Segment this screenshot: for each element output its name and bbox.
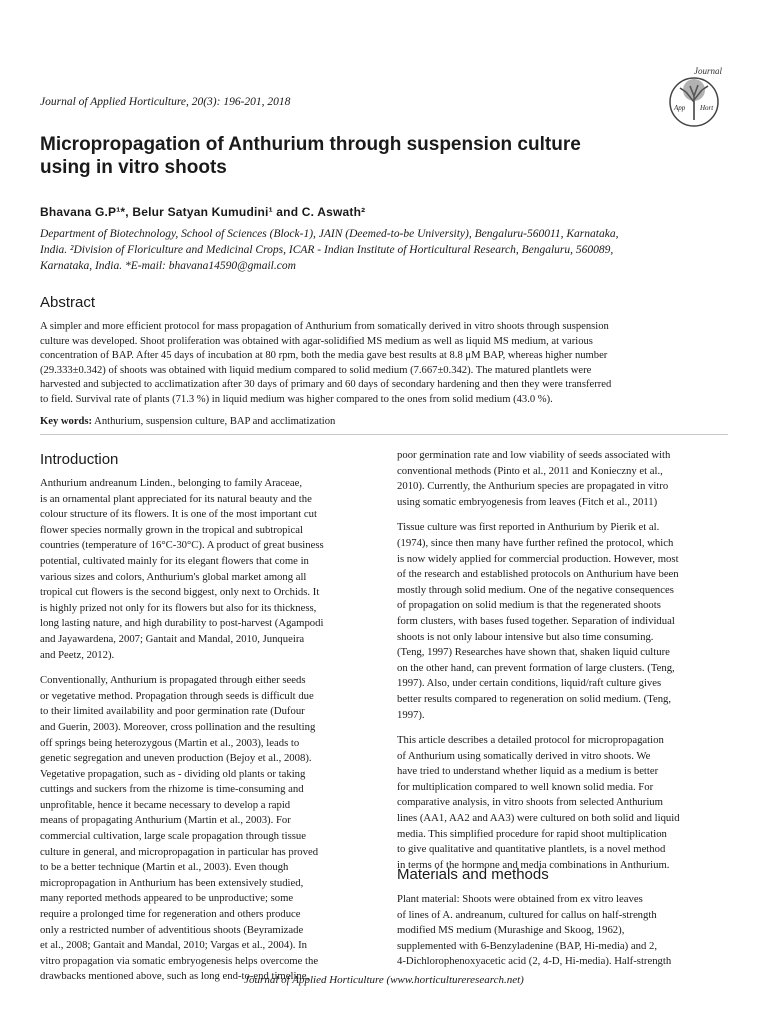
text-line: colour structure of its flowers. It is one of the most important cut (40, 508, 317, 521)
title-line: using in vitro shoots (40, 157, 227, 178)
text-line: conventional methods (Pinto et al., 2011 and Konieczny et al., (397, 464, 663, 477)
abstract-body (40, 320, 728, 408)
text-line: of lines of A. andreanum, cultured for callus on half-strength (397, 908, 657, 921)
text-line: only a restricted number of adventitious shoots (Beyramizade (40, 923, 304, 936)
text-line: or vegetative method. Propagation through seeds is difficult due (40, 689, 314, 702)
text-line: of propagation on solid medium is that the regenerated shoots (397, 599, 661, 612)
abstract-line: to field. Survival rate of plants (71.3 %) in liquid medium was higher compared to the ones from solid medium (43.0 %). (40, 393, 553, 405)
logo-text-app: App (674, 104, 686, 112)
authors: Bhavana G.P¹*, Belur Satyan Kumudini¹ and C. Aswath² (40, 205, 366, 219)
abstract-line: concentration of BAP. After 45 days of incubation at 80 rpm, both the media gave best results at 8.8 μM BAP, whereas higher number (40, 350, 608, 362)
text-line: 1997). Also, under certain conditions, liquid/raft culture gives (397, 677, 662, 690)
affiliation-line: India. ²Division of Floriculture and Medicinal Crops, ICAR - Indian Institute of Horticultural Research, Bengaluru, 560089, (40, 244, 614, 256)
affiliation (40, 226, 728, 274)
text-line: various sizes and colors, Anthurium's global market among all (40, 570, 307, 583)
abstract-line: (29.333±0.342) of shoots was obtained with liquid medium compared to solid medium (7.667±0.342). The matured plantlets were (40, 364, 592, 376)
text-line: Tissue culture was first reported in Anthurium by Pierik et al. (397, 521, 660, 534)
journal-logo (664, 62, 734, 130)
text-line: potential, cultivated mainly for its elegant flowers that come in (40, 554, 309, 567)
introduction-heading: Introduction (40, 451, 119, 468)
text-line: is highly prized not only for its flowers but also for its thickness, (40, 601, 317, 614)
methods-body (397, 892, 727, 970)
text-line: unprofitable, hence it became necessary to develop a rapid (40, 798, 291, 811)
text-line: long lasting nature, and high durability to post-harvest (Agampodi (40, 617, 324, 630)
text-line: is an ornamental plant appreciated for its natural beauty and the (40, 492, 312, 505)
text-line: lines (AA1, AA2 and AA3) were cultured on both solid and liquid (397, 812, 680, 825)
paragraph-gap (397, 723, 727, 733)
keywords (40, 416, 728, 427)
text-line: form clusters, with bases fused together. Separation of individual (397, 614, 675, 627)
affiliation-line: Karnataka, India. *E-mail: bhavana14590@gmail.com (40, 260, 296, 272)
text-line: off springs being heterozygous (Martin et al., 2003), leads to (40, 736, 300, 749)
text-line: drawbacks mentioned above, such as long end-to-end timeline, (40, 970, 310, 983)
text-line: cuttings and suckers from the rhizome is time-consuming and (40, 783, 304, 796)
text-line: 2010). Currently, the Anthurium species are propagated in vitro (397, 480, 669, 493)
keywords-text: Anthurium, suspension culture, BAP and acclimatization (94, 416, 336, 427)
paper-title (40, 133, 730, 179)
text-line: better results compared to regeneration on solid medium. (Teng, (397, 692, 672, 705)
logo-text-hort: Hort (700, 104, 714, 112)
abstract-line: culture was developed. Shoot proliferation was obtained with agar-solidified MS medium as well as liquid MS medium, at various (40, 335, 593, 347)
text-line: require a prolonged time for regeneration and others produce (40, 908, 301, 921)
text-line: media. This simplified procedure for rapid shoot multiplication (397, 827, 667, 840)
title-line: Micropropagation of Anthurium through suspension culture (40, 134, 581, 155)
text-line: Anthurium andreanum Linden., belonging to family Araceae, (40, 477, 303, 489)
text-line: culture in general, and micropropagation in particular has proved (40, 845, 319, 858)
text-line: mostly through solid medium. One of the negative consequences (397, 583, 674, 596)
text-line: genetic segregation and uneven production (Bejoy et al., 2008). (40, 752, 312, 765)
text-line: tropical cut flowers is the second biggest, only next to Orchids. It (40, 586, 320, 599)
text-line: shoots is not only labour intensive but also time consuming. (397, 630, 654, 643)
text-line: of the research and established protocols on Anthurium have been (397, 568, 679, 581)
right-column (397, 448, 727, 873)
abstract-line: harvested and subjected to acclimatization after 30 days of primary and 60 days of secondary hardening and then they were transferred (40, 379, 612, 391)
text-line: and Guerin, 2003). Moreover, cross pollination and the resulting (40, 720, 316, 733)
text-line: comparative analysis, in vitro shoots from selected Anthurium (397, 796, 663, 809)
methods-heading: Materials and methods (397, 866, 549, 883)
paragraph-gap (40, 663, 370, 673)
affiliation-line: Department of Biotechnology, School of Sciences (Block-1), JAIN (Deemed-to-be University), Bengaluru-560011, Karnataka, (40, 228, 619, 240)
text-line: using somatic embryogenesis from leaves (Fitch et al., 2011) (397, 495, 658, 508)
logo-text-journal: Journal (694, 66, 722, 76)
text-line: et al., 2008; Gantait and Mandal, 2010; Vargas et al., 2004). In (40, 939, 308, 952)
text-line: to be a better technique (Martin et al., 2003). Even though (40, 861, 289, 874)
text-line: to give qualitative and quantitative plantlets, is a novel method (397, 843, 666, 856)
text-line: (1974), since then many have further refined the protocol, which (397, 536, 674, 549)
text-line: modified MS medium (Murashige and Skoog, 1962), (397, 924, 625, 937)
text-line: Conventionally, Anthurium is propagated through either seeds (40, 674, 306, 687)
section-divider (40, 434, 728, 435)
keywords-label: Key words: (40, 416, 93, 427)
text-line: supplemented with 6-Benzyladenine (BAP, Hi-media) and 2, (397, 939, 658, 952)
text-line: Vegetative propagation, such as - dividing old plants or taking (40, 767, 306, 780)
text-line: This article describes a detailed protocol for micropropagation (397, 734, 664, 747)
text-line: many reported methods appeared to be unproductive; some (40, 892, 294, 905)
text-line: in terms of the hormone and media combinations in Anthurium. (397, 858, 670, 871)
text-line: of Anthurium using somatically derived in vitro shoots. We (397, 749, 651, 762)
text-line: is now widely applied for commercial production. However, most (397, 552, 679, 565)
text-line: means of propagating Anthurium (Martin et al., 2003). For (40, 814, 291, 827)
text-line: 1997). (397, 708, 425, 721)
text-line: micropropagation in Anthurium has been extensively studied, (40, 876, 304, 889)
text-line: have tried to understand whether liquid as a medium is better (397, 765, 659, 778)
abstract-heading: Abstract (40, 294, 96, 311)
page-footer: Journal of Applied Horticulture (www.horticultureresearch.net) (244, 974, 524, 986)
text-line: and Peetz, 2012). (40, 648, 115, 661)
text-line: 4-Dichlorophenoxyacetic acid (2, 4-D, Hi-media). Half-strength (397, 955, 672, 968)
text-line: for multiplication compared to well known solid media. For (397, 780, 654, 793)
text-line: vitro propagation via somatic embryogenesis helps overcome the (40, 954, 319, 967)
text-line: countries (temperature of 16°C-30°C). A product of great business (40, 539, 324, 552)
text-line: on the other hand, can prevent formation of large clusters. (Teng, (397, 661, 675, 674)
journal-citation: Journal of Applied Horticulture, 20(3): 196-201, 2018 (40, 96, 291, 108)
left-column (40, 476, 370, 985)
abstract-line: A simpler and more efficient protocol for mass propagation of Anthurium from somatically derived in vitro shoots through suspension (40, 321, 609, 332)
paragraph-gap (397, 510, 727, 520)
text-line: to their limited availability and poor germination rate (Dufour (40, 705, 305, 718)
text-line: commercial cultivation, large scale propagation through tissue (40, 830, 307, 843)
text-line: poor germination rate and low viability of seeds associated with (397, 449, 671, 461)
text-line: flower species normally grown in the tropical and subtropical (40, 523, 303, 536)
text-line: Plant material: Shoots were obtained from ex vitro leaves (397, 893, 643, 905)
text-line: (Teng, 1997) Researches have shown that, shaken liquid culture (397, 646, 670, 659)
text-line: and Jayawardena, 2007; Gantait and Mandal, 2010, Junqueira (40, 632, 305, 645)
